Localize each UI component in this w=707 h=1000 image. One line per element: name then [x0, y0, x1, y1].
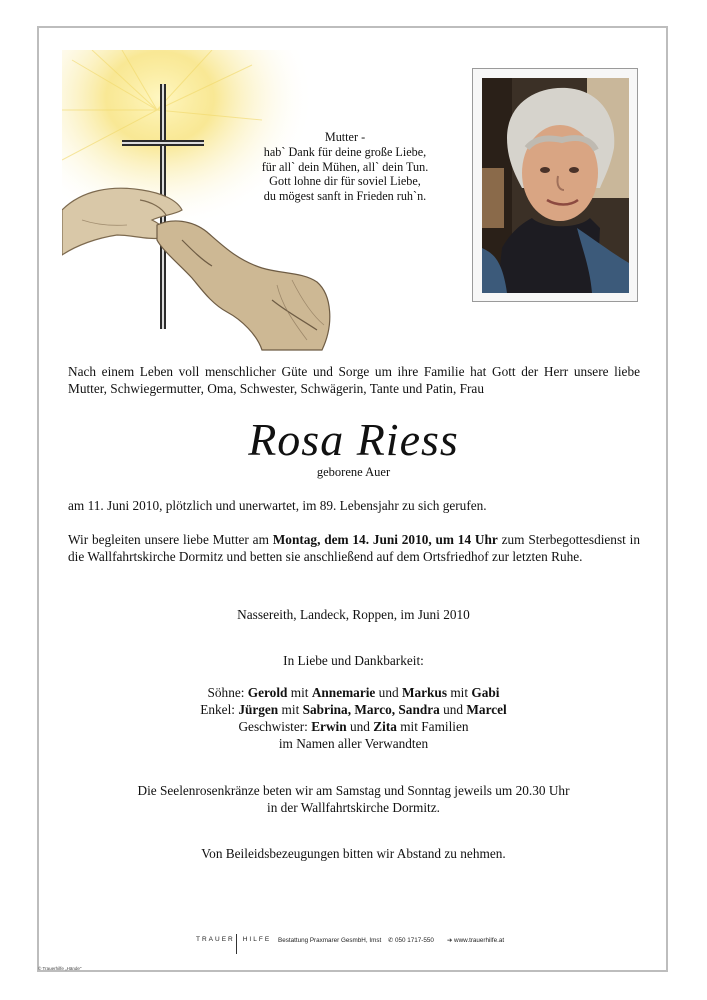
- funeral-text-post: zum Sterbegottesdienst in die Wallfahrtskirche Dormitz und betten sie anschließend auf dem Ortsfriedhof zur letzten Ruhe.: [68, 532, 640, 564]
- connector: mit: [278, 702, 303, 717]
- portrait-photo: [482, 78, 629, 293]
- connector: und: [439, 702, 467, 717]
- footer: [196, 934, 516, 954]
- thanks-line: In Liebe und Dankbarkeit:: [283, 653, 424, 668]
- poem-line: du mögest sanft in Frieden ruh`n.: [263, 189, 427, 204]
- trauerhilfe-logo: [196, 936, 271, 943]
- poem-line: Mutter -: [324, 130, 366, 144]
- intro-paragraph: Nach einem Leben voll menschlicher Güte und Sorge um ihre Familie hat Gott der Herr unsere liebe Mutter, Schwiegermutter, Oma, Schwester, Schwägerin, Tante und Patin, Frau: [68, 364, 640, 396]
- website-url[interactable]: www.trauerhilfe.at: [454, 937, 505, 944]
- company-name: Bestattung Praxmarer GesmbH, Imst: [278, 937, 382, 944]
- arrow-icon: ➔: [447, 937, 453, 944]
- logo-right-text: HILFE: [242, 936, 272, 943]
- grandchild-name: Marcel: [466, 702, 507, 717]
- siblings-label: Geschwister:: [238, 719, 312, 734]
- connector: mit: [447, 685, 472, 700]
- poem-line: hab` Dank für deine große Liebe,: [263, 144, 427, 159]
- connector: mit: [287, 685, 312, 700]
- grandchildren-line: [0, 701, 707, 718]
- death-notice: am 11. Juni 2010, plötzlich und unerwartet, im 89. Lebensjahr zu sich gerufen.: [68, 498, 487, 513]
- rosary-notice: [0, 782, 707, 816]
- son-name: Gerold: [247, 685, 288, 700]
- funeral-date: Montag, dem 14. Juni 2010, um 14 Uhr: [272, 532, 498, 547]
- web-line: [447, 937, 504, 944]
- funeral-text-pre: Wir begleiten unsere liebe Mutter am: [68, 532, 273, 547]
- partner-name: Annemarie: [311, 685, 376, 700]
- poem: [240, 130, 450, 204]
- grandchild-name: Jürgen: [238, 702, 279, 717]
- portrait-frame: [472, 68, 638, 302]
- rosary-line: in der Wallfahrtskirche Dormitz.: [267, 800, 440, 815]
- place-date: Nassereith, Landeck, Roppen, im Juni 2010: [237, 607, 470, 622]
- phone-icon: ✆: [388, 937, 394, 944]
- poem-line: für all` dein Mühen, all` dein Tun.: [261, 159, 429, 174]
- connector: und: [346, 719, 374, 734]
- sons-label: Söhne:: [207, 685, 248, 700]
- relatives-line: im Namen aller Verwandten: [278, 736, 429, 751]
- rosary-line: Die Seelenrosenkränze beten wir am Samstag und Sonntag jeweils um 20.30 Uhr: [137, 783, 570, 798]
- phone-number: 050 1717-550: [395, 937, 434, 944]
- logo-divider: [236, 934, 237, 954]
- siblings-line: [0, 718, 707, 735]
- phone-line: [388, 937, 434, 944]
- sons-line: [0, 684, 707, 701]
- portrait-illustration: [482, 78, 629, 293]
- maiden-name: geborene Auer: [316, 465, 391, 479]
- grandchildren-label: Enkel:: [200, 702, 239, 717]
- connector: und: [375, 685, 402, 700]
- sibling-name: Erwin: [311, 719, 347, 734]
- funeral-paragraph: [68, 531, 640, 565]
- logo-left-text: TRAUER: [196, 936, 235, 943]
- deceased-name: Rosa Riess: [248, 414, 459, 465]
- partner-name: Gabi: [471, 685, 500, 700]
- son-name: Markus: [401, 685, 448, 700]
- sibling-name: Zita: [373, 719, 397, 734]
- family-list: [0, 684, 707, 752]
- connector: mit Familien: [396, 719, 469, 734]
- copyright-note: © Trauerhilfe „Hände": [38, 966, 82, 971]
- condolence-request: Von Beileidsbezeugungen bitten wir Abstand zu nehmen.: [201, 846, 506, 861]
- grandchild-names: Sabrina, Marco, Sandra: [302, 702, 440, 717]
- poem-line: Gott lohne dir für soviel Liebe,: [269, 174, 421, 189]
